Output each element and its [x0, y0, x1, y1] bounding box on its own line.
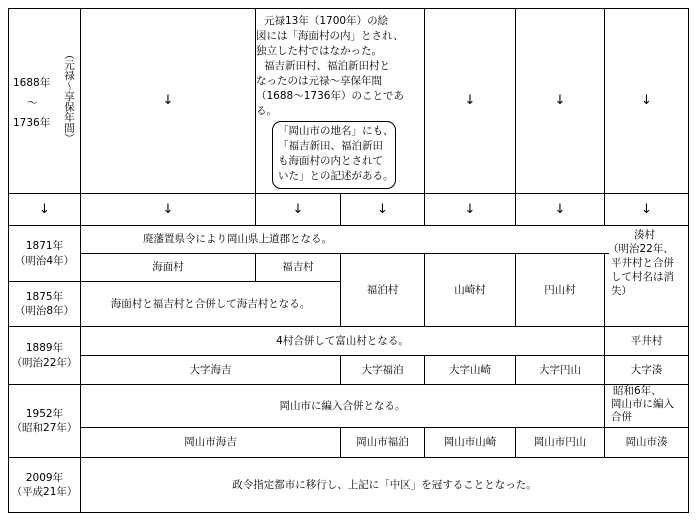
- note-line: 福吉新田村、福泊新田村と: [264, 60, 390, 72]
- note-line: 元禄13年（1700年）の絵: [264, 15, 389, 27]
- showa6-line: 合併: [611, 411, 632, 423]
- village-maruyama: 円山村: [544, 283, 576, 296]
- minato-line: して村名は消: [611, 271, 674, 283]
- year-number: 2009年: [25, 471, 64, 484]
- showa6-merger: [605, 385, 688, 427]
- border-bottom: [8, 512, 689, 513]
- village-yamazaki: 山崎村: [454, 283, 486, 296]
- minato-line: 平井村と合併: [611, 257, 674, 269]
- okayama-minato: 岡山市湊: [625, 436, 668, 449]
- down-arrow-icon: ↓: [39, 201, 50, 217]
- minato-line: （明治22年、: [608, 243, 674, 255]
- border-right: [688, 8, 689, 513]
- down-arrow-icon: ↓: [292, 201, 304, 217]
- event-1952: 岡山市に編入合併となる。: [279, 399, 406, 412]
- note-line: 図には「海面村の内」とされ、: [256, 30, 404, 42]
- event-1871: 廃藩置県令により岡山県上道郡となる。: [143, 233, 332, 246]
- event-2009: 政令指定都市に移行し、上記に「中区」を冠することとなった。: [232, 478, 537, 491]
- showa6-line: 昭和6年、: [613, 385, 662, 397]
- quote-line: 「岡山市の地名」にも、: [278, 125, 394, 137]
- down-arrow-icon: ↓: [641, 201, 652, 217]
- era-tilde: 〜: [27, 97, 38, 109]
- note-line: なったのは元禄〜享保年間: [256, 75, 382, 87]
- note-line: 独立した村ではなかった。: [256, 45, 382, 57]
- quote-line: も海面村の内とされて: [278, 155, 383, 167]
- okayama-yamazaki: 岡山市山崎: [443, 436, 497, 449]
- year-number: 1952年: [25, 407, 64, 420]
- down-arrow-icon: ↓: [162, 201, 174, 217]
- down-arrow-icon: ↓: [554, 93, 566, 109]
- event-1875: 海面村と福吉村と合併して海吉村となる。: [110, 297, 311, 310]
- oaza-minato: 大字湊: [630, 363, 663, 376]
- year-era: （平成21年）: [11, 486, 78, 498]
- village-kaimen: 海面村: [152, 261, 184, 274]
- okayama-fukudomari: 岡山市福泊: [356, 436, 409, 449]
- year-label-1889: [9, 327, 80, 384]
- year-era: （明治8年）: [14, 305, 75, 317]
- year-number: 1889年: [25, 342, 64, 355]
- event-1889: 4村合併して富山村となる。: [276, 334, 409, 347]
- showa6-line: 岡山市に編入: [611, 398, 674, 410]
- oaza-yamazaki: 大字山崎: [449, 363, 491, 376]
- down-arrow-icon: ↓: [464, 93, 476, 109]
- year-era: （明治4年）: [14, 254, 75, 267]
- down-arrow-icon: ↓: [641, 93, 652, 109]
- village-fukuyoshi: 福吉村: [282, 261, 314, 274]
- note-line: （1688〜1736年）のことである。: [256, 90, 404, 117]
- era-start-year: 1688年: [13, 77, 51, 89]
- year-era: （明治22年）: [11, 356, 78, 369]
- down-arrow-icon: ↓: [464, 201, 476, 217]
- down-arrow-icon: ↓: [162, 93, 174, 109]
- village-minato: [605, 226, 688, 326]
- okayama-maruyama: 岡山市円山: [533, 436, 587, 449]
- oaza-maruyama: 大字円山: [539, 363, 581, 376]
- era-end-year: 1736年: [13, 117, 51, 129]
- history-note: [256, 9, 424, 193]
- oaza-kaiyoshi: 大字海吉: [189, 363, 232, 376]
- village-fukudomari: 福泊村: [366, 283, 399, 296]
- year-label-1871: [9, 226, 80, 281]
- year-number: 1871年: [25, 240, 64, 253]
- year-number: 1875年: [25, 290, 64, 303]
- down-arrow-icon: ↓: [377, 201, 388, 217]
- year-label-1952: [9, 385, 80, 457]
- down-arrow-icon: ↓: [554, 201, 566, 217]
- era-cell: [9, 9, 80, 193]
- oaza-fukudomari: 大字福泊: [361, 363, 404, 376]
- okayama-kaiyoshi: 岡山市海吉: [184, 436, 237, 449]
- quote-line: いた」との記述がある。: [278, 170, 394, 182]
- minato-line: 失）: [611, 285, 632, 297]
- year-era: （昭和27年）: [11, 422, 78, 434]
- era-period-label: （元禄〜享保年間）: [63, 49, 75, 144]
- minato-line: 湊村: [634, 229, 655, 241]
- village-hirai: 平井村: [630, 334, 663, 347]
- year-label-1875: [9, 282, 80, 326]
- quote-line: 「福吉新田、福泊新田: [278, 140, 383, 152]
- year-label-2009: [9, 458, 80, 512]
